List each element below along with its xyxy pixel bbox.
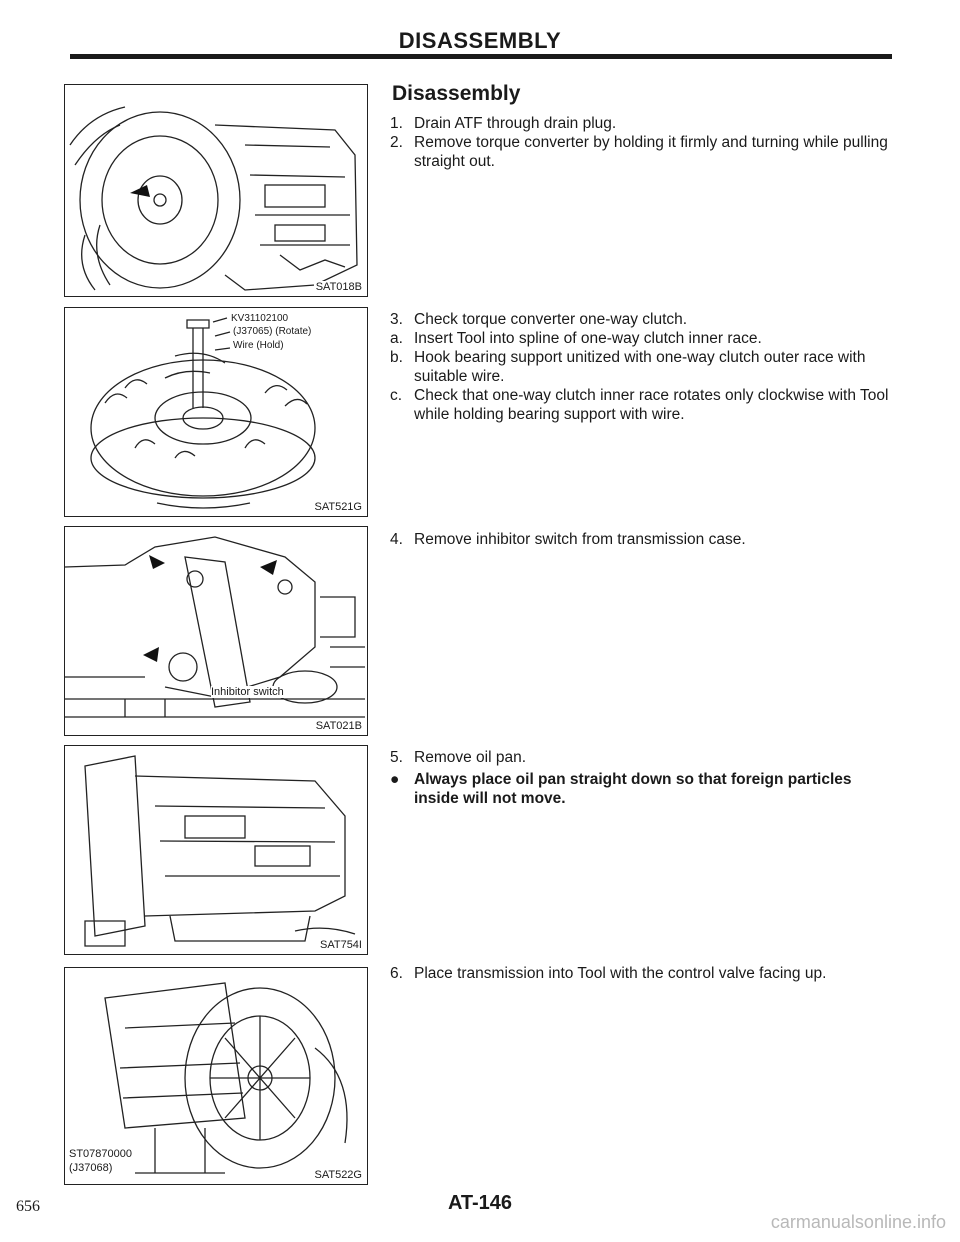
step-item bbox=[390, 530, 890, 549]
page-number: 656 bbox=[16, 1198, 40, 1215]
figure-code: SAT021B bbox=[315, 720, 362, 732]
figure-illustration bbox=[65, 308, 368, 517]
step-number: 5. bbox=[390, 749, 403, 766]
step-group-4 bbox=[390, 748, 890, 808]
figure-label-tool-number: ST07870000 bbox=[69, 1148, 132, 1160]
step-number: 1. bbox=[390, 115, 403, 132]
figure-code: SAT521G bbox=[314, 501, 362, 513]
figure-label-tool-action: (J37065) (Rotate) bbox=[233, 326, 312, 337]
step-text: Hook bearing support unitized with one-way clutch outer race with suitable wire. bbox=[414, 349, 866, 385]
step-number: b. bbox=[390, 349, 403, 366]
header-rule bbox=[70, 54, 892, 59]
figure-illustration bbox=[65, 527, 368, 736]
figure-label-tool-number: KV31102100 bbox=[231, 313, 289, 324]
step-number: 3. bbox=[390, 311, 403, 328]
step-text: Place transmission into Tool with the control valve facing up. bbox=[414, 965, 827, 982]
bullet-icon: ● bbox=[390, 771, 400, 788]
figure-code: SAT754I bbox=[320, 939, 362, 951]
step-item bbox=[390, 386, 890, 424]
figure-oil-pan-removal bbox=[64, 745, 368, 955]
step-number: c. bbox=[390, 387, 403, 404]
step-item-note bbox=[390, 770, 890, 808]
step-item bbox=[390, 133, 890, 171]
figure-label-tool-alt-number: (J37068) bbox=[69, 1162, 113, 1174]
step-text: Drain ATF through drain plug. bbox=[414, 115, 617, 132]
figure-transmission-stand bbox=[64, 967, 368, 1185]
step-number: a. bbox=[390, 330, 403, 347]
figure-illustration bbox=[65, 85, 368, 297]
step-item bbox=[390, 114, 890, 133]
step-group-1 bbox=[390, 114, 890, 171]
figure-one-way-clutch-check bbox=[64, 307, 368, 517]
figure-torque-converter-removal bbox=[64, 84, 368, 297]
page-header-title: DISASSEMBLY bbox=[398, 28, 562, 53]
step-item bbox=[390, 748, 890, 767]
step-text: Always place oil pan straight down so that foreign particles inside will not move. bbox=[414, 771, 852, 807]
step-text: Check torque converter one-way clutch. bbox=[414, 311, 688, 328]
watermark: carmanualsonline.info bbox=[770, 1212, 946, 1232]
step-text: Remove torque converter by holding it firmly and turning while pulling straight out. bbox=[414, 134, 888, 170]
step-number: 6. bbox=[390, 965, 403, 982]
step-text: Remove inhibitor switch from transmission case. bbox=[414, 531, 746, 548]
step-group-5 bbox=[390, 964, 890, 983]
figure-label-wire: Wire (Hold) bbox=[233, 340, 284, 351]
figure-illustration bbox=[65, 746, 368, 955]
step-item bbox=[390, 964, 890, 983]
step-group-2 bbox=[390, 310, 890, 424]
step-item bbox=[390, 348, 890, 386]
step-item bbox=[390, 329, 890, 348]
figure-label-inhibitor-switch: Inhibitor switch bbox=[211, 686, 284, 698]
figure-inhibitor-switch bbox=[64, 526, 368, 736]
figure-code: SAT522G bbox=[314, 1169, 362, 1181]
step-number: 4. bbox=[390, 531, 403, 548]
section-title: Disassembly bbox=[392, 82, 521, 105]
step-text: Check that one-way clutch inner race rotates only clockwise with Tool while holding bearing support with wire. bbox=[414, 387, 889, 423]
step-text: Remove oil pan. bbox=[414, 749, 527, 766]
figure-code: SAT018B bbox=[315, 281, 362, 293]
page-code: AT-146 bbox=[447, 1192, 513, 1214]
step-number: 2. bbox=[390, 134, 403, 151]
step-item bbox=[390, 310, 890, 329]
step-text: Insert Tool into spline of one-way clutch inner race. bbox=[414, 330, 762, 347]
step-group-3 bbox=[390, 530, 890, 549]
